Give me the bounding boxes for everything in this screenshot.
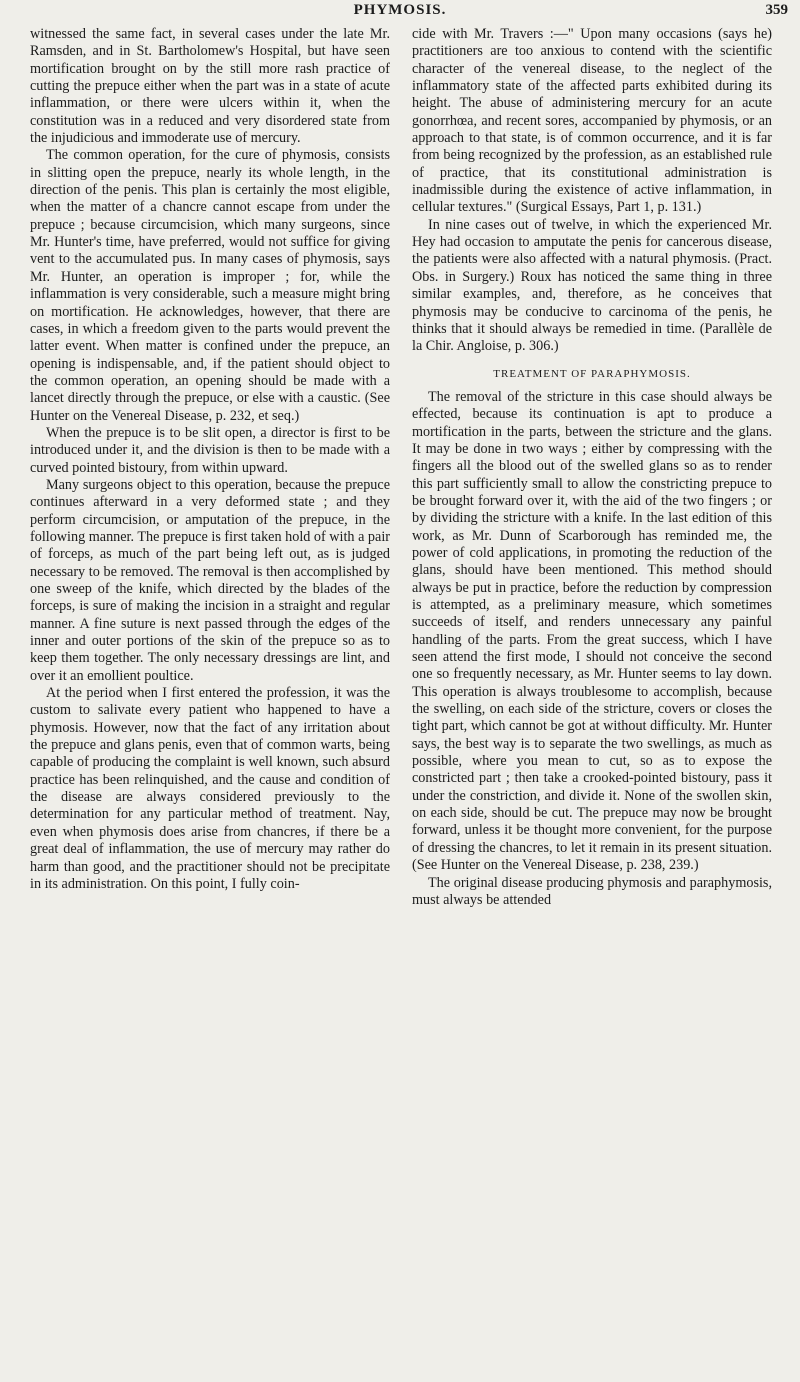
- paragraph: At the period when I first entered the profession, it was the custom to salivate every patient who happened to have a phymosis. However, now that the fact of any irritation about the prepuce and glans penis, even that of common warts, being capable of producing the complaint is well known, such absurd practice has been relinquished, and the cause and condition of the disease are always considered previously to the determination for any particular method of treatment. Nay, even when phymosis does arise from chancres, if there be a great deal of inflammation, the use of mercury may rather do harm than good, and the practitioner should not be precipitate in its administration. On this point, I fully coin-: [30, 685, 390, 892]
- paragraph: The removal of the stricture in this case should always be effected, because its continuation is apt to produce a mortification in the parts, between the stricture and the glans. It may be done in two ways ; either by compressing with the fingers all the blood out of the swelled glans so as to render this part sufficiently small to allow the constricting prepuce to be brought forward over it, with the aid of the two fingers ; or by dividing the stricture with a knife. In the last edition of this work, as Mr. Dunn of Scarborough has reminded me, the power of cold applications, in promoting the reduction of the glans, should have been mentioned. This method should always be put in practice, before the reduction by compression is attempted, as a preliminary measure, which sometimes succeeds of itself, and renders unnecessary any painful handling of the parts. From the great success, which I have seen attend the first mode, I should not conceive the second one so frequently necessary, as Mr. Hunter seems to lay down. This operation is always troublesome to accomplish, because the swelling, on each side of the stricture, covers or closes the tight part, which cannot be got at without difficulty. Mr. Hunter says, the best way is to separate the two swellings, as much as possible, where you mean to cut, so as to expose the constricted part ; then take a crooked-pointed bistoury, pass it under the constriction, and divide it. None of the swollen skin, on each side, should be cut. The prepuce may now be brought forward, unless it be thought more convenient, for the purpose of dressing the chancres, to let it remain in its present situation. (See Hunter on the Venereal Disease, p. 238, 239.): [412, 388, 772, 874]
- page-number: 359: [765, 2, 788, 18]
- paragraph: Many surgeons object to this operation, because the prepuce continues afterward in a very deformed state ; and they perform circumcision, or amputation of the prepuce, in the following manner. The prepuce is first taken hold of with a pair of forceps, as much of the part being left out, as is judged necessary to be removed. The removal is then accomplished by one sweep of the knife, which directed by the blades of the forceps, is sure of making the incision in a straight and regular manner. A fine suture is next passed through the edges of the inner and outer portions of the skin of the prepuce so as to keep them together. The only necessary dressings are lint, and over it an emollient poultice.: [30, 476, 390, 684]
- paragraph: The original disease producing phymosis and paraphymosis, must always be attended: [412, 874, 772, 908]
- paragraph: When the prepuce is to be slit open, a director is first to be introduced under it, and the division is then to be made with a curved pointed bistoury, from within upward.: [30, 424, 390, 476]
- paragraph: The common operation, for the cure of phymosis, consists in slitting open the prepuce, nearly its whole length, in the direction of the penis. This plan is certainly the most eligible, when the matter of a chancre cannot escape from under the prepuce ; because circumcision, which many surgeons, since Mr. Hunter's time, have preferred, would not suffice for giving vent to the accumulated pus. In many cases of phymosis, says Mr. Hunter, an operation is improper ; for, while the inflammation is very considerable, such a measure might bring on mortification. He acknowledges, however, that there are cases, in which a freedom given to the parts would prevent the latter event. When matter is confined under the prepuce, an opening is indispensable, and, if the patient should object to the common operation, an opening should be made with a lancet directly through the prepuce, or else with a caustic. (See Hunter on the Venereal Disease, p. 232, et seq.): [30, 147, 390, 424]
- page-header: [0, 2, 800, 24]
- section-heading: TREATMENT OF PARAPHYMOSIS.: [493, 367, 691, 380]
- right-column: [412, 26, 772, 909]
- paragraph: witnessed the same fact, in several cases under the late Mr. Ramsden, and in St. Bartholomew's Hospital, but have seen mortification brought on by the still more rash practice of cutting the prepuce either when the part was in a state of acute inflammation, or there were ulcers within it, when the constitution was in a reduced and very disordered state from the injudicious and immoderate use of mercury.: [30, 26, 390, 147]
- left-column: [30, 26, 390, 893]
- running-head: PHYMOSIS.: [353, 2, 447, 18]
- paragraph: cide with Mr. Travers :—" Upon many occasions (says he) practitioners are too anxious to contend with the scientific character of the venereal disease, to the neglect of the inflammatory state of the affected parts exhibited during its height. The abuse of administering mercury for an acute gonorrhœa, and recent sores, accompanied by phymosis, or an approach to that state, is of common occurrence, and it is far from being recognized by the profession, as an established rule of practice, that its constitutional administration is inadmissible during the existence of active inflammation, in cellular textures." (Surgical Essays, Part 1, p. 131.): [412, 26, 772, 216]
- paragraph: In nine cases out of twelve, in which the experienced Mr. Hey had occasion to amputate the penis for cancerous disease, the patients were also affected with a natural phymosis. (Pract. Obs. in Surgery.) Roux has noticed the same thing in three similar examples, and, therefore, as he conceives that phymosis may be conducive to carcinoma of the penis, he thinks that it should always be remedied in time. (Parallèle de la Chir. Angloise, p. 306.): [412, 216, 772, 355]
